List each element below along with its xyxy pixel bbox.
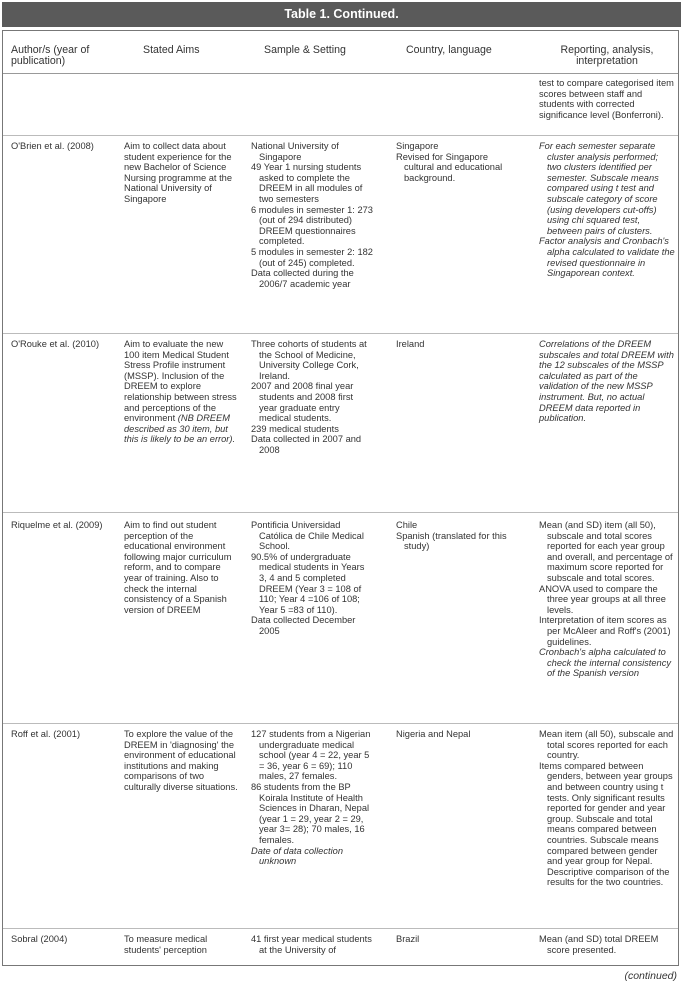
row-divider	[3, 135, 678, 136]
row-aims: Aim to collect data about student experience for the new Bachelor of Science Nursing programme at the National University of Singapore	[124, 141, 232, 204]
reporting-line: ANOVA used to compare the three year groups at all three levels.	[539, 583, 666, 615]
country-line: Singapore	[396, 141, 439, 151]
sample-line: Data collected during the 2006/7 academic year	[251, 268, 354, 289]
header-rule	[3, 73, 678, 74]
header-author: Author/s (year of publication)	[11, 44, 90, 67]
row-author: O'Rouke et al. (2010)	[11, 339, 100, 349]
row-country	[396, 934, 512, 945]
country-line: Revised for Singapore cultural and educational background.	[396, 151, 503, 183]
row-reporting	[539, 339, 675, 424]
row-sample	[251, 934, 373, 955]
row-aims: To explore the value of the DREEM in 'diagnosing' the environment of educational institutions and making comparisons of two culturally diverse situations.	[124, 729, 238, 792]
country-line: Brazil	[396, 934, 420, 944]
reporting-line: Factor analysis and Cronbach's alpha calculated to validate the revised questionnaire in Singaporean context.	[539, 236, 675, 279]
row-sample	[251, 141, 373, 289]
row-divider	[3, 723, 678, 724]
country-line: Chile	[396, 520, 418, 530]
sample-line: Date of data collection unknown	[251, 845, 343, 867]
sample-line: National University of Singapore	[251, 141, 339, 162]
header-sample: Sample & Setting	[264, 44, 346, 56]
sample-line: 41 first year medical students at the University of	[251, 934, 372, 955]
row-author: Roff et al. (2001)	[11, 729, 81, 739]
aims-text: Aim to evaluate the new 100 item Medical Student Stress Profile instrument (MSSP). Inclusion of the DREEM to explore relationship between stress and perceptions of the environment	[124, 339, 237, 424]
row-aims: To measure medical students' perception	[124, 934, 208, 955]
sample-line: 86 students from the BP Koirala Institute of Health Sciences in Dharan, Nepal (year 1 = 29, year 2 = 29, year 3= 28); 70 males, 16 females.	[251, 781, 370, 845]
country-line: Nigeria and Nepal	[396, 729, 471, 739]
sample-line: Pontificia Universidad Católica de Chile Medical School.	[251, 520, 364, 552]
continued-label: (continued)	[624, 970, 677, 982]
sample-line: 90.5% of undergraduate medical students in Years 3, 4 and 5 completed DREEM (Year 3 = 108 of 110; Year 4 =106 of 108; Year 5 =83 of 110).	[251, 551, 365, 615]
reporting-line: Correlations of the DREEM subscales and total DREEM with the 12 subscales of the MSSP calculated as part of the validation of the new MSSP instrument. But, no actual DREEM data reported in publication.	[539, 339, 674, 424]
carry-over-text: test to compare categorised item scores between staff and students with corrected significance level (Bonferroni).	[539, 78, 674, 120]
row-aims: Aim to find out student perception of the educational environment following major curriculum reform, and to compare year of training. Also to check the internal consistency of a Spanish version of DREEM	[124, 520, 232, 615]
row-country	[396, 520, 512, 552]
reporting-line: Items compared between genders, between year groups and between country using t tests. Only significant results reported for gender and year group. Subscale and total means compared between countries. Subscale means compared between gender and year group for Nepal. Descriptive comparison of the results for the two countries.	[539, 760, 673, 888]
reporting-line: Mean (and SD) total DREEM score presented.	[539, 934, 659, 955]
reporting-line: For each semester separate cluster analysis performed; two clusters identified per semester. Subscale means compared using t test and subscale category of score (using developers cut-offs) using chi squared test, between pairs of clusters.	[539, 141, 659, 236]
row-author: Riquelme et al. (2009)	[11, 520, 103, 530]
header-aims: Stated Aims	[143, 44, 200, 56]
sample-line: 127 students from a Nigerian undergraduate medical school (year 4 = 22, year 5 = 36, year 6 = 69); 110 males, 27 females.	[251, 729, 371, 782]
sample-line: 49 Year 1 nursing students asked to complete the DREEM in all modules of two semesters	[251, 162, 363, 204]
header-reporting: Reporting, analysis, interpretation	[560, 44, 654, 67]
row-country	[396, 339, 512, 350]
row-reporting	[539, 141, 675, 279]
row-sample	[251, 339, 373, 456]
reporting-line: Interpretation of item scores as per McAleer and Roff's (2001) guidelines.	[539, 615, 671, 647]
row-author: Sobral (2004)	[11, 934, 68, 944]
sample-line: 239 medical students	[251, 423, 339, 434]
row-reporting	[539, 729, 675, 888]
row-country	[396, 729, 512, 740]
row-author: O'Brien et al. (2008)	[11, 141, 94, 151]
country-line: Spanish (translated for this study)	[396, 530, 507, 552]
sample-line: Three cohorts of students at the School of Medicine, University College Cork, Ireland.	[251, 339, 367, 381]
country-line: Ireland	[396, 339, 425, 349]
row-country	[396, 141, 512, 183]
table-title: Table 1. Continued.	[2, 2, 681, 27]
row-divider	[3, 928, 678, 929]
reporting-line: Mean item (all 50), subscale and total scores reported for each country.	[539, 729, 674, 761]
row-aims	[124, 339, 239, 445]
header-country: Country, language	[406, 44, 492, 56]
row-reporting	[539, 520, 675, 679]
sample-line: 2007 and 2008 final year students and 2008 first year graduate entry medical students.	[251, 381, 354, 424]
row-divider	[3, 333, 678, 334]
reporting-line: Mean (and SD) item (all 50), subscale and total scores reported for each year group and overall, and percentage of maximum score reported for subscale and total scores.	[539, 520, 673, 583]
table-frame	[2, 30, 679, 966]
row-sample	[251, 520, 373, 637]
reporting-line: Cronbach's alpha calculated to check the internal consistency of the Spanish version	[539, 647, 672, 679]
sample-line: 5 modules in semester 2: 182 (out of 245) completed.	[251, 246, 373, 268]
sample-line: Data collected December 2005	[251, 615, 356, 636]
sample-line: Data collected in 2007 and 2008	[251, 434, 362, 455]
sample-line: 6 modules in semester 1: 273 (out of 294 distributed) DREEM questionnaires completed.	[251, 204, 373, 247]
row-sample	[251, 729, 373, 867]
row-divider	[3, 512, 678, 513]
aims-note: (NB DREEM described as 30 item, but this is likely to be an error).	[124, 413, 236, 445]
row-reporting	[539, 934, 675, 955]
